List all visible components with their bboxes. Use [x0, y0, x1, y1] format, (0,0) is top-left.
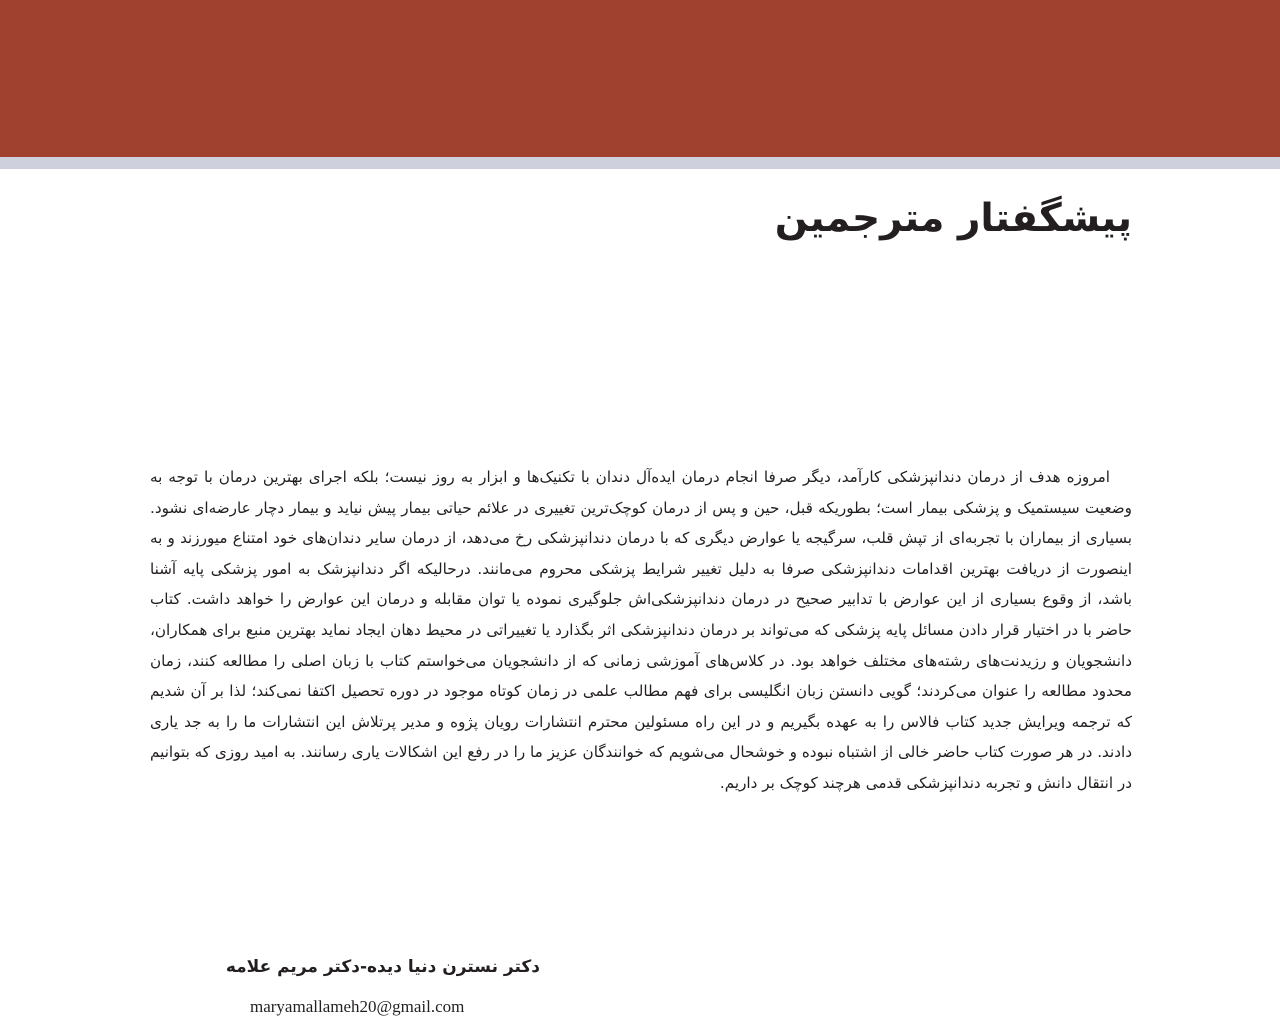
translator-email: maryamallameh20@gmail.com: [250, 997, 465, 1016]
translator-names: دکتر نسترن دنیا دیده-دکتر مریم علامه: [225, 957, 540, 977]
header-rule: [0, 157, 1280, 169]
header-band: [0, 0, 1280, 157]
page-title: پیشگفتار مترجمین: [774, 196, 1132, 241]
preface-paragraph: امروزه هدف از درمان دندانپزشکی کارآمد، دیگر صرفا انجام درمان ایده‌آل دندان با تکنیک‌ها و ابزار به روز نیست؛ بلکه اجرای بهترین درمان با توجه به وضعیت سیستمیک و پزشکی بیمار است؛ بطوریکه قبل، حین و پس از درمان کوچک‌ترین تغییری در علائم حیاتی بیمار پیش نیاید و بیمار دچار عارضه‌ای نشود. بسیاری از بیماران با تجربه‌ای از تپش قلب، سرگیجه یا عوارض دیگری که با درمان دندانپزشکی رخ می‌دهد، از درمان سایر دندان‌های خود امتناع میورزند و به اینصورت از دریافت بهترین اقدامات دندانپزشکی صرفا به دلیل تغییر شرایط پزشکی محروم می‌مانند. درحالیکه اگر دندانپزشک به امور پزشکی پایه آشنا باشد، از وقوع بسیاری از این عوارض با تدابیر صحیح در درمان دندانپزشکی‌اش جلوگیری نموده یا توان مقابله و درمان این عوارض را خواهد داشت. کتاب حاضر با در اختیار قرار دادن مسائل پایه پزشکی که می‌تواند بر درمان دندانپزشکی اثر بگذارد یا تغییراتی در محیط دهان ایجاد نماید بهترین منبع برای همکاران، دانشجویان و رزیدنت‌های رشته‌های مختلف خواهد بود. در کلاس‌های آموزشی زمانی که از دانشجویان می‌خواستم کتاب با زبان اصلی را مطالعه کنند، زمان محدود مطالعه را عنوان می‌کردند؛ گویی دانستن زبان انگلیسی برای فهم مطالب علمی در زمان کوتاه موجود در دوره تحصیل اکتفا نمی‌کند؛ لذا بر آن شدیم که ترجمه ویرایش جدید کتاب فالاس را به عهده بگیریم و در این راه مسئولین محترم انتشارات رویان پژوه و مدیر پرتلاش این انتشارات ما را به جد یاری دادند. در هر صورت کتاب حاضر خالی از اشتباه نبوده و خوشحال می‌شویم که خوانندگان عزیز ما را در رفع این اشکالات یاری رسانند. به امید روزی که بتوانیم در انتقال دانش و تجربه دندانپزشکی قدمی هرچند کوچک بر داریم.: [150, 468, 1132, 792]
